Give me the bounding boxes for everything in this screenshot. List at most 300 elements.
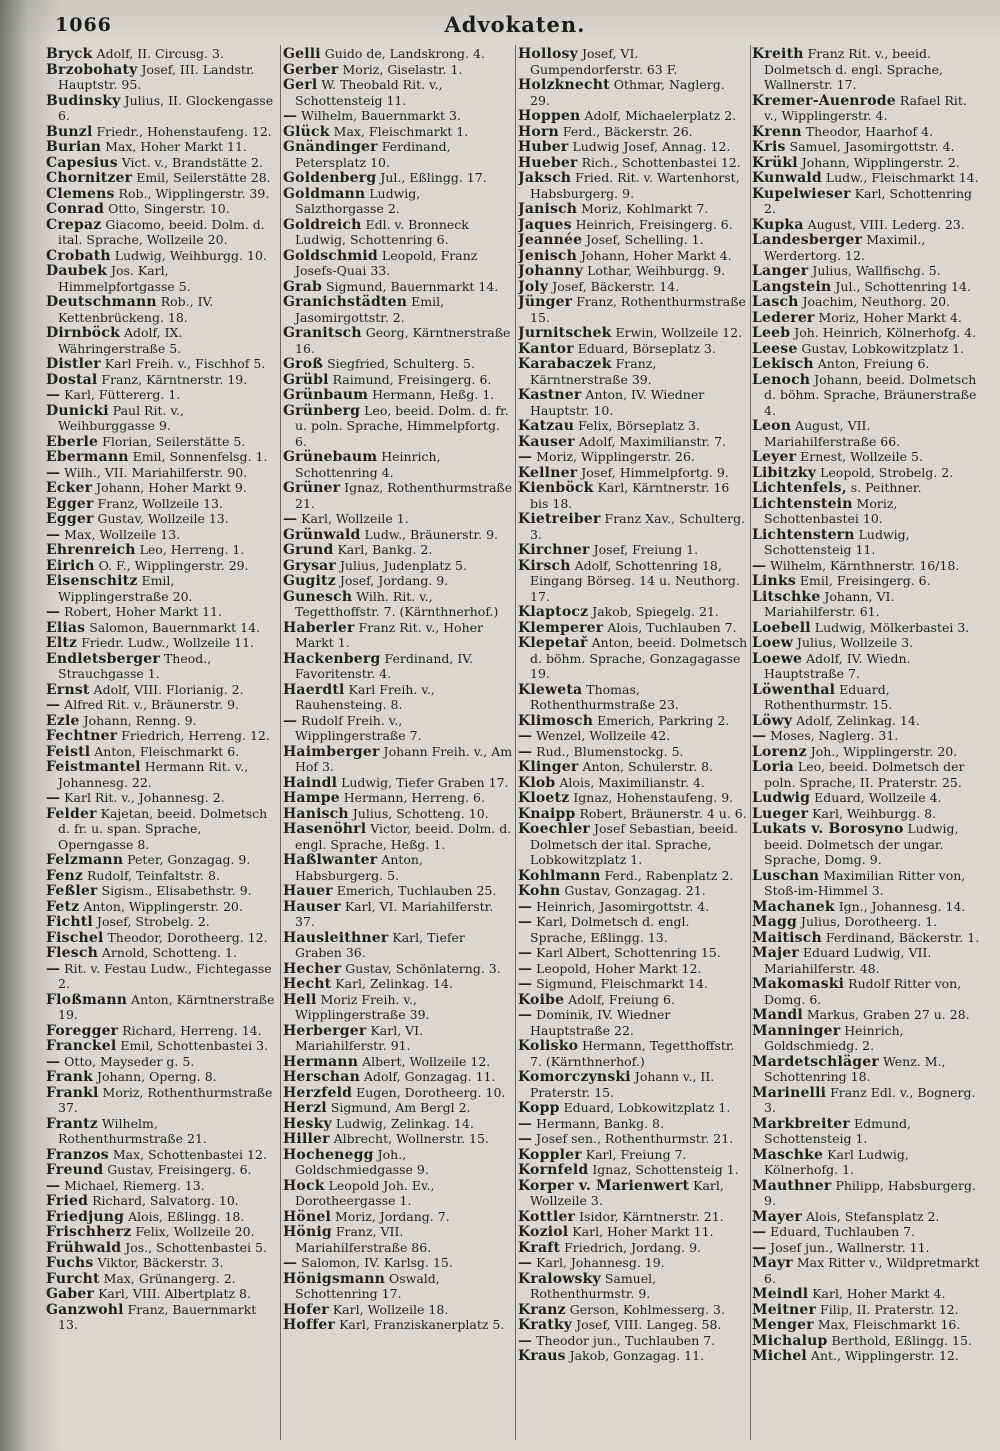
entry-name: — <box>46 790 61 806</box>
entry-name: Frank <box>46 1069 94 1085</box>
directory-entry <box>518 915 748 946</box>
entry-details: Ant., Wipplingerstr. 12. <box>806 1348 959 1363</box>
entry-details: Karl Rit. v., Johannesg. 2. <box>60 790 225 805</box>
entry-details: Franz, Kärntnerstraße 39. <box>530 356 657 387</box>
entry-name: Klepetař <box>518 635 588 651</box>
running-title: Advokaten. <box>444 12 586 37</box>
entry-name: — <box>46 697 61 713</box>
directory-entry <box>283 1086 513 1102</box>
entry-name: Grünebaum <box>283 449 378 465</box>
entry-details: Karl, VI. Mariahilferstr. 37. <box>295 898 494 929</box>
entry-name: Korper v. Marienwert <box>518 1177 690 1194</box>
directory-entry <box>283 1117 513 1133</box>
entry-name: Hollosy <box>518 47 578 62</box>
entry-name: Loewe <box>752 650 803 667</box>
directory-entry <box>518 1179 748 1210</box>
directory-entry <box>518 559 748 606</box>
entry-details: Heinrich, Jasomirgottstr. 4. <box>532 898 710 914</box>
entry-name: Löwy <box>752 712 793 729</box>
directory-entry <box>46 652 278 683</box>
directory-entry <box>518 202 748 218</box>
directory-entry <box>752 295 982 311</box>
entry-details: Friedr. Ludw., Wollzeile 11. <box>77 635 255 650</box>
entry-name: Lukats v. Borosyno <box>752 821 904 837</box>
entry-name: Jünger <box>518 294 573 310</box>
entry-details: Adolf, Zelinkag. 14. <box>792 712 920 728</box>
directory-entry <box>752 946 982 977</box>
entry-name: Leese <box>752 340 798 357</box>
entry-name: Floßmann <box>46 991 128 1008</box>
directory-entry <box>46 931 278 947</box>
entry-details: Moriz, Jordang. 7. <box>330 1208 450 1224</box>
column-divider <box>750 45 751 1440</box>
directory-entry <box>283 652 513 683</box>
entry-details: Wilhelm, Rothenthurmstraße 21. <box>58 1115 207 1146</box>
directory-entry <box>752 636 982 652</box>
directory-entry <box>752 94 982 125</box>
directory-entry <box>283 109 513 125</box>
entry-name: Haberler <box>283 619 355 636</box>
directory-entry <box>752 869 982 900</box>
entry-name: Kienböck <box>518 480 594 496</box>
entry-name: Fichtl <box>46 914 93 930</box>
entry-details: Karl, Hoher Markt 11. <box>568 1224 714 1239</box>
entry-details: Emerich, Tuchlauben 25. <box>332 883 497 898</box>
directory-entry <box>752 497 982 528</box>
directory-entry <box>46 605 278 621</box>
entry-name: — <box>46 464 61 481</box>
directory-entry <box>46 404 278 435</box>
directory-entry <box>518 822 748 869</box>
entry-name: Haimberger <box>283 743 380 760</box>
entry-details: Joh., Wipplingerstr. 20. <box>806 743 958 759</box>
entry-details: Othmar, Naglerg. 29. <box>530 77 725 108</box>
entry-name: Fischel <box>46 929 104 946</box>
entry-name: Gugitz <box>283 573 336 589</box>
directory-entry <box>283 187 513 218</box>
entry-name: Foregger <box>46 1022 119 1039</box>
entry-details: August, VIII. Lederg. 23. <box>803 216 965 232</box>
entry-name: — <box>752 557 767 574</box>
directory-entry <box>752 264 982 280</box>
directory-entry <box>752 791 982 807</box>
entry-name: Leeb <box>752 325 791 341</box>
entry-details: Adolf, IV. Wiedn. Hauptstraße 7. <box>764 650 911 681</box>
entry-name: Hackenberg <box>283 650 381 667</box>
directory-entry <box>752 156 982 172</box>
directory-entry <box>283 559 513 575</box>
entry-details: Karl, Freiung 7. <box>581 1146 687 1162</box>
entry-details: Moriz, Rothenthurmstraße 37. <box>58 1084 273 1115</box>
directory-entry <box>518 109 748 125</box>
directory-entry <box>752 280 982 296</box>
entry-details: Hermann Rit. v., Johannesg. 22. <box>58 759 249 790</box>
directory-entry <box>283 295 513 326</box>
directory-entry <box>518 543 748 559</box>
entry-details: Eduard, Börseplatz 3. <box>573 340 716 356</box>
entry-name: Brzobohaty <box>46 61 138 78</box>
entry-name: — <box>46 526 61 543</box>
directory-entry <box>46 388 278 404</box>
entry-details: Felix, Wollzeile 20. <box>131 1224 255 1239</box>
directory-entry <box>46 559 278 575</box>
entry-name: Komorczynski <box>518 1069 631 1085</box>
entry-name: — <box>283 511 298 527</box>
entry-details: Heinrich, Freisingerg. 6. <box>571 216 733 232</box>
entry-details: Ludwig, beeid. Dolmetsch der ungar. Sprache, Domg. 9. <box>764 821 959 867</box>
directory-entry <box>518 621 748 637</box>
entry-name: Lichtenstern <box>752 526 855 543</box>
directory-entry <box>518 1303 748 1319</box>
directory-entry <box>283 574 513 590</box>
entry-name: Deutschmann <box>46 294 157 310</box>
entry-details: Ignaz, Schottensteig 1. <box>588 1162 739 1177</box>
directory-entry <box>752 1117 982 1148</box>
entry-details: Karl Ludwig, Kölnerhofg. 1. <box>764 1146 909 1177</box>
entry-name: Menger <box>752 1317 814 1333</box>
directory-entry <box>518 1349 748 1365</box>
directory-entry <box>752 807 982 823</box>
entry-details: Leopold Joh. Ev., Dorotheergasse 1. <box>295 1177 435 1208</box>
entry-name: Fetz <box>46 898 80 915</box>
entry-name: Kirsch <box>518 557 571 574</box>
entry-name: — <box>752 1239 767 1256</box>
directory-entry <box>46 543 278 559</box>
entry-details: Emerich, Parkring 2. <box>593 712 730 728</box>
entry-details: Robert, Hoher Markt 11. <box>60 604 222 619</box>
page-number: 1066 <box>55 14 112 36</box>
entry-details: Jos. Karl, Himmelpfortgasse 5. <box>58 263 191 294</box>
entry-name: — <box>518 976 533 992</box>
entry-name: — <box>518 898 533 915</box>
entry-details: Wilh. Rit. v., Tegetthoffstr. 7. (Kärnthnerhof.) <box>295 588 499 619</box>
entry-details: Heinrich, Goldschmiedg. 2. <box>764 1022 904 1053</box>
entry-name: Goldschmid <box>283 247 378 264</box>
entry-details: Ludwig, Weihburgg. 10. <box>110 247 267 263</box>
entry-details: Albrecht, Wollnerstr. 15. <box>329 1131 489 1146</box>
entry-details: Jos., Schottenbastei 5. <box>121 1239 267 1255</box>
directory-entry <box>46 1287 278 1303</box>
directory-entry <box>518 946 748 962</box>
entry-details: Rich., Schottenbastei 12. <box>577 154 741 170</box>
directory-entry <box>46 218 278 249</box>
entry-details: Julius, Wollzeile 3. <box>792 635 914 650</box>
entry-details: Eduard, Tuchlauben 7. <box>766 1224 916 1239</box>
directory-entry <box>283 1101 513 1117</box>
entry-name: Michel <box>752 1348 807 1364</box>
entry-name: Jaques <box>518 216 572 233</box>
entry-details: Adolf, Gonzagag. 11. <box>359 1069 496 1084</box>
entry-details: Hermann, Heßg. 1. <box>368 387 495 402</box>
directory-entry <box>518 450 748 466</box>
directory-entry <box>518 1334 748 1350</box>
entry-name: Kremer-Auenrode <box>752 92 896 109</box>
entry-details: Julius, Dorotheerg. 1. <box>796 914 938 929</box>
directory-entry <box>518 512 748 543</box>
directory-entry <box>518 714 748 730</box>
entry-details: Franz, Kärntnerstr. 19. <box>97 371 248 387</box>
entry-name: Kraft <box>518 1239 561 1256</box>
entry-name: Egger <box>46 511 94 527</box>
entry-details: Hermann, Herreng. 6. <box>339 790 485 805</box>
entry-name: Frantz <box>46 1115 98 1132</box>
entry-details: Karl, Kärntnerstr. 16 bis 18. <box>530 480 730 511</box>
entry-name: Kralowsky <box>518 1270 601 1287</box>
directory-entry <box>752 373 982 420</box>
entry-details: Philipp, Habsburgerg. 9. <box>764 1177 976 1208</box>
directory-entry <box>46 481 278 497</box>
entry-details: Giacomo, beeid. Dolm. d. ital. Sprache, Wollzeile 20. <box>58 216 265 247</box>
entry-name: Kranz <box>518 1301 566 1318</box>
entry-name: Kleweta <box>518 681 583 698</box>
entry-details: Ferd., Rabenplatz 2. <box>600 867 734 883</box>
directory-entry <box>46 1163 278 1179</box>
entry-name: Katzau <box>518 418 575 434</box>
directory-entry <box>518 776 748 792</box>
entry-details: Ferdinand, Petersplatz 10. <box>295 139 451 170</box>
entry-details: Karl, Bankg. 2. <box>333 542 433 557</box>
directory-entry <box>46 125 278 141</box>
directory-entry <box>518 869 748 885</box>
directory-entry <box>46 202 278 218</box>
entry-name: Knaipp <box>518 805 576 822</box>
directory-entry <box>46 900 278 916</box>
directory-entry <box>283 621 513 652</box>
entry-details: Adolf, Maximilianstr. 7. <box>574 433 727 449</box>
entry-details: Josef, VI. Gumpendorferstr. 63 F. <box>530 47 678 77</box>
entry-name: Langstein <box>752 278 832 295</box>
entry-name: Kottler <box>518 1208 576 1225</box>
entry-details: Albert, Wollzeile 12. <box>358 1053 491 1069</box>
directory-entry <box>518 1008 748 1039</box>
directory-entry <box>46 807 278 854</box>
entry-details: Joh., Goldschmiedgasse 9. <box>295 1146 429 1177</box>
entry-details: Rudolf Ritter von, Domg. 6. <box>764 976 962 1007</box>
entry-details: Karl Freih. v., Fischhof 5. <box>100 356 266 371</box>
directory-entry <box>752 218 982 234</box>
entry-name: Kopp <box>518 1100 560 1116</box>
entry-details: Ferdinand, Bäckerstr. 1. <box>821 929 980 945</box>
entry-details: Rob., Wipplingerstr. 39. <box>114 185 270 201</box>
directory-entry <box>46 528 278 544</box>
entry-details: Maximil., Werdertorg. 12. <box>764 232 926 263</box>
directory-entry <box>46 187 278 203</box>
directory-entry <box>46 249 278 265</box>
entry-name: Links <box>752 573 796 589</box>
entry-name: Dunicki <box>46 402 109 419</box>
entry-details: Karl, Wollzeile 18. <box>328 1301 449 1317</box>
entry-name: Eisenschitz <box>46 573 138 589</box>
entry-details: Theodor jun., Tuchlauben 7. <box>532 1332 716 1348</box>
entry-details: Karl Albert, Schottenring 15. <box>532 945 721 960</box>
entry-details: Rudolf Freih. v., Wipplingerstraße 7. <box>295 712 422 743</box>
entry-name: Clemens <box>46 185 115 202</box>
directory-entry <box>283 528 513 544</box>
entry-name: Holzknecht <box>518 77 610 93</box>
directory-entry <box>518 807 748 823</box>
column-3 <box>518 47 748 1442</box>
entry-name: Makomaski <box>752 976 845 992</box>
entry-name: — <box>46 1053 61 1070</box>
entry-name: Hasenöhrl <box>283 821 367 837</box>
directory-entry <box>283 373 513 389</box>
entry-details: Filip, II. Praterstr. 12. <box>816 1301 959 1317</box>
entry-details: Karl, Wollzeile 1. <box>297 511 409 526</box>
directory-entry <box>46 869 278 885</box>
page-header <box>55 12 975 38</box>
entry-name: Koibe <box>518 991 565 1008</box>
entry-details: Wenz. M., Schottenring 18. <box>764 1053 946 1084</box>
directory-entry <box>752 1148 982 1179</box>
entry-name: Leon <box>752 418 792 434</box>
entry-details: Theodor, Dorotheerg. 12. <box>103 929 268 945</box>
directory-entry <box>752 187 982 218</box>
directory-entry <box>283 776 513 792</box>
entry-name: — <box>518 728 533 744</box>
entry-name: Magg <box>752 914 797 930</box>
directory-entry <box>752 357 982 373</box>
entry-name: Loebell <box>752 619 811 636</box>
directory-entry <box>283 1256 513 1272</box>
entry-name: Gerber <box>283 61 339 78</box>
directory-entry <box>518 1101 748 1117</box>
entry-name: Felder <box>46 805 97 822</box>
directory-entry <box>283 63 513 79</box>
entry-name: — <box>283 712 298 729</box>
entry-details: Karl, VIII. Albertplatz 8. <box>94 1286 251 1301</box>
entry-name: Endletsberger <box>46 650 160 667</box>
entry-details: Julius, Wallfischg. 5. <box>808 263 941 278</box>
directory-entry <box>518 1132 748 1148</box>
directory-entry <box>283 1210 513 1226</box>
directory-entry <box>752 47 982 94</box>
directory-entry <box>518 435 748 451</box>
entry-details: Julius, Judenplatz 5. <box>336 557 467 573</box>
entry-name: Kastner <box>518 387 582 403</box>
entry-name: Hecher <box>283 960 342 977</box>
entry-details: Adolf, Freiung 6. <box>564 991 675 1007</box>
directory-entry <box>283 853 513 884</box>
directory-entry <box>518 977 748 993</box>
directory-entry <box>283 1225 513 1256</box>
entry-name: Marinelli <box>752 1084 827 1101</box>
entry-details: Gustav, Wollzeile 13. <box>93 511 229 526</box>
entry-name: Leyer <box>752 449 797 465</box>
entry-details: Moriz Freih. v., Wipplingerstraße 39. <box>295 991 430 1022</box>
entry-details: Richard, Salvatorg. 10. <box>88 1193 239 1208</box>
entry-details: Moses, Naglerg. 31. <box>766 728 899 743</box>
entry-name: Goldreich <box>283 216 362 233</box>
directory-entry <box>46 357 278 373</box>
entry-details: Leo, beeid. Dolm. d. fr. u. poln. Sprache, Himmelpfortg. 6. <box>295 402 509 449</box>
entry-details: Eugen, Dorotheerg. 10. <box>352 1084 506 1100</box>
entry-name: — <box>46 1177 61 1194</box>
directory-entry <box>752 1179 982 1210</box>
entry-details: Adolf, IX. Währingerstraße 5. <box>58 325 183 356</box>
entry-details: Johann, Wipplingerstr. 2. <box>797 154 960 170</box>
entry-details: Franz Edl. v., Bognerg. 3. <box>764 1084 976 1115</box>
entry-details: Josef, Jordang. 9. <box>335 573 449 588</box>
entry-details: Anton, Habsburgerg. 5. <box>295 852 423 883</box>
entry-name: Goldenberg <box>283 170 377 186</box>
entry-details: Karl, Hoher Markt 4. <box>808 1286 946 1301</box>
directory-entry <box>518 605 748 621</box>
entry-details: Theod., Strauchgasse 1. <box>58 650 212 681</box>
entry-name: Ecker <box>46 480 93 496</box>
entry-details: Lothar, Weihburgg. 9. <box>583 263 726 278</box>
entry-name: Crepaz <box>46 216 102 233</box>
directory-entry <box>46 1179 278 1195</box>
directory-entry <box>518 481 748 512</box>
entry-details: Rud., Blumenstockg. 5. <box>532 743 684 759</box>
entry-name: Manninger <box>752 1022 841 1039</box>
entry-name: Franzos <box>46 1146 109 1163</box>
entry-name: Frankl <box>46 1084 99 1101</box>
entry-details: Eduard, Lobkowitzplatz 1. <box>559 1100 731 1115</box>
directory-entry <box>283 171 513 187</box>
directory-entry <box>752 714 982 730</box>
entry-name: Kellner <box>518 464 578 481</box>
entry-details: Karl Freih. v., Rauhensteing. 8. <box>295 681 435 712</box>
entry-details: Josef jun., Wallnerstr. 11. <box>766 1239 930 1255</box>
directory-entry <box>46 714 278 730</box>
entry-details: Emil, Schottenbastei 3. <box>116 1038 269 1053</box>
entry-details: Emil, Jasomirgottstr. 2. <box>295 294 445 325</box>
entry-details: Johann, Renng. 9. <box>79 712 197 728</box>
entry-details: Franz, Wollzeile 13. <box>93 495 223 511</box>
directory-entry <box>518 342 748 358</box>
entry-name: Hermann <box>283 1053 359 1070</box>
entry-details: s. Peithner. <box>846 480 922 495</box>
entry-name: Eberle <box>46 433 99 450</box>
entry-details: Leo, beeid. Dolmetsch der poln. Sprache, II. Praterstr. 25. <box>764 759 965 790</box>
directory-entry <box>752 419 982 450</box>
entry-details: Wenzel, Wollzeile 42. <box>532 728 671 743</box>
directory-entry <box>752 326 982 342</box>
entry-details: Rob., IV. Kettenbrückeng. 18. <box>58 294 214 325</box>
directory-entry <box>283 125 513 141</box>
entry-name: Kris <box>752 139 786 155</box>
entry-details: Gustav, Gonzagag. 21. <box>560 883 706 898</box>
directory-entry <box>46 466 278 482</box>
directory-entry <box>46 729 278 745</box>
entry-name: Hell <box>283 991 317 1008</box>
entry-name: Bryck <box>46 47 93 62</box>
entry-details: O. F., Wipplingerstr. 29. <box>94 557 249 573</box>
directory-entry <box>46 450 278 466</box>
entry-details: Raimund, Freisingerg. 6. <box>328 371 492 387</box>
entry-details: Florian, Seilerstätte 5. <box>98 433 246 449</box>
entry-details: Anton, Schulerstr. 8. <box>578 759 714 774</box>
entry-name: Markbreiter <box>752 1115 850 1132</box>
column-1 <box>46 47 278 1442</box>
entry-name: Mandl <box>752 1007 803 1023</box>
entry-details: Jakob, Spiegelg. 21. <box>588 604 719 619</box>
entry-name: Hampe <box>283 790 340 806</box>
entry-name: Herzfeld <box>283 1084 353 1101</box>
entry-name: Langer <box>752 263 809 279</box>
entry-details: Alois, Stefansplatz 2. <box>802 1208 940 1224</box>
entry-details: Anton, Fleischmarkt 6. <box>90 743 240 759</box>
entry-details: Eduard, Rothenthurmstr. 15. <box>764 681 893 712</box>
directory-entry <box>283 249 513 280</box>
directory-entry <box>752 342 982 358</box>
directory-entry <box>752 1334 982 1350</box>
entry-name: Lichtenstein <box>752 495 853 512</box>
directory-entry <box>518 1070 748 1101</box>
directory-entry <box>46 915 278 931</box>
directory-entry <box>46 140 278 156</box>
